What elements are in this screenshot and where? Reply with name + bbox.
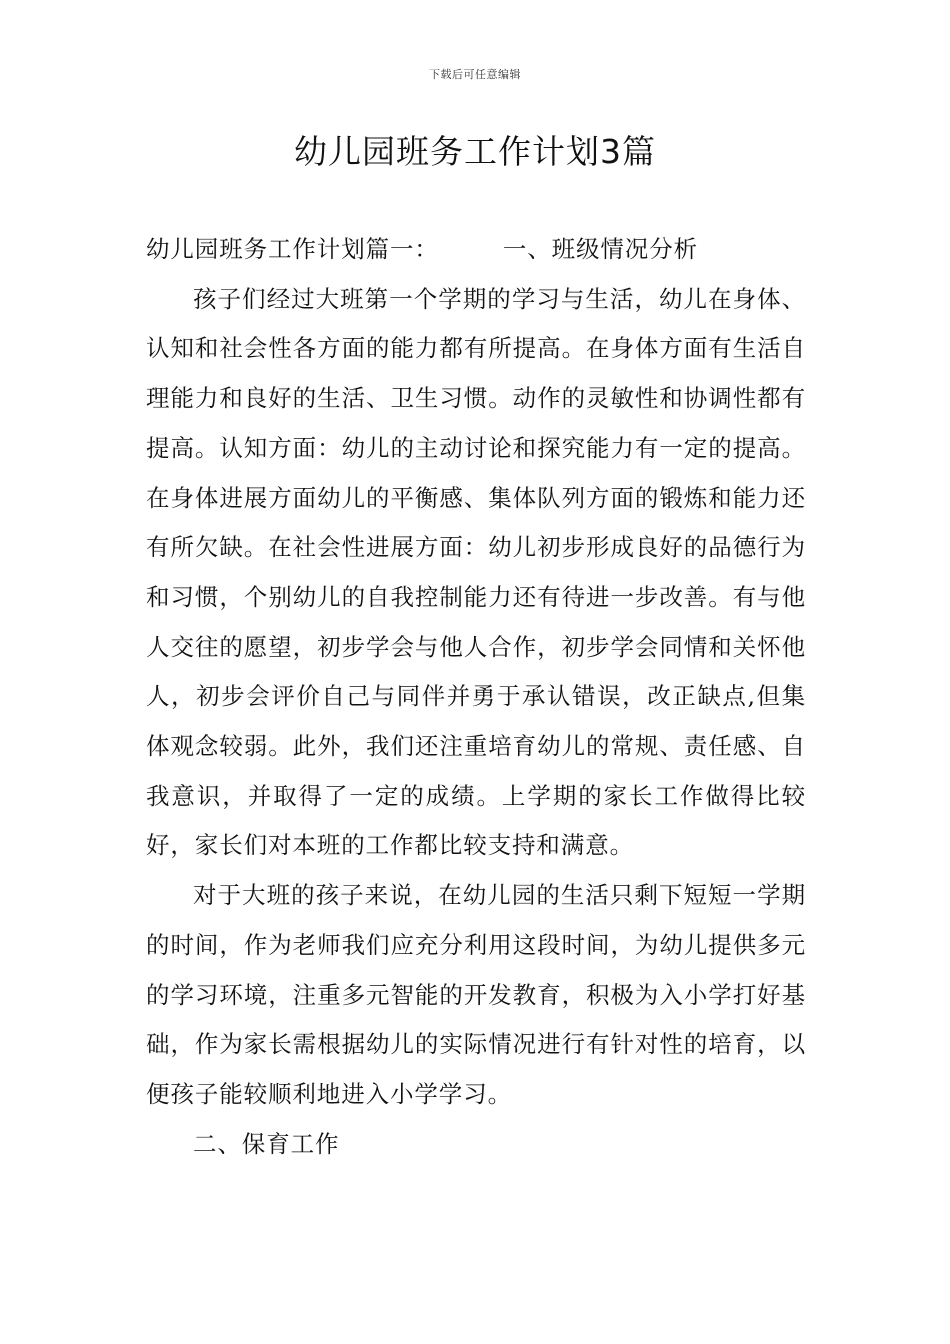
- document-body: [146, 225, 806, 1169]
- header-note: 下载后可任意编辑: [429, 68, 521, 81]
- document-title: 幼儿园班务工作计划3篇: [294, 132, 656, 171]
- intro-line: [146, 225, 806, 275]
- section-2-heading: 二、保育工作: [193, 1129, 340, 1158]
- paragraph-1: 孩子们经过大班第一个学期的学习与生活，幼儿在身体、认知和社会性各方面的能力都有所提高。在身体方面有生活自理能力和良好的生活、卫生习惯。动作的灵敏性和协调性都有提高。认知方面：幼儿的主动讨论和探究能力有一定的提高。在身体进展方面幼儿的平衡感、集体队列方面的锻炼和能力还有所欠缺。在社会性进展方面：幼儿初步形成良好的品德行为和习惯，个别幼儿的自我控制能力还有待进一步改善。有与他人交往的愿望，初步学会与他人合作，初步学会同情和关怀他人，初步会评价自己与同伴并勇于承认错误，改正缺点,但集体观念较弱。此外，我们还注重培育幼儿的常规、责任感、自我意识，并取得了一定的成绩。上学期的家长工作做得比较好，家长们对本班的工作都比较支持和满意。: [146, 284, 806, 860]
- section-1-heading: 一、班级情况分析: [502, 235, 699, 263]
- paragraph-2: 对于大班的孩子来说，在幼儿园的生活只剩下短短一学期的时间，作为老师我们应充分利用这段时间，为幼儿提供多元的学习环境，注重多元智能的开发教育，积极为入小学打好基础，作为家长需根据幼儿的实际情况进行有针对性的培育，以便孩子能较顺利地进入小学学习。: [146, 881, 806, 1108]
- intro-label: 幼儿园班务工作计划篇一：: [146, 235, 439, 263]
